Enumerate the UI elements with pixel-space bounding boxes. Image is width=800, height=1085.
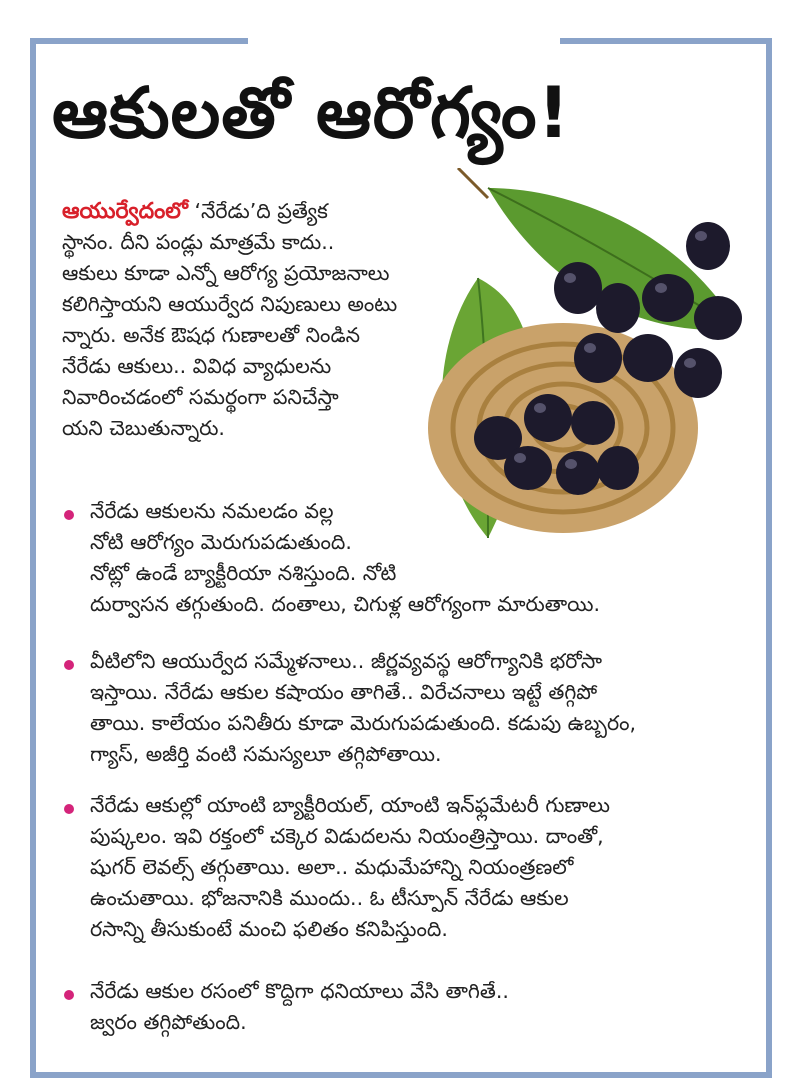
intro-line: స్థానం. దీని పండ్లు మాత్రమే కాదు.. [62, 230, 335, 254]
intro-paragraph [62, 196, 762, 444]
intro-line: యని చెబుతున్నారు. [62, 416, 225, 440]
bullet-item-2: వీటిలోని ఆయుర్వేద సమ్మేళనాలు.. జీర్ణవ్యవస్థ ఆరోగ్యానికి భరోసా ఇస్తాయి. నేరేడు ఆకుల కషాయం తాగితే.. విరేచనాలు ఇట్టే తగ్గిపో తాయి. కాలేయం పనితీరు కూడా మెరుగుపడుతుంది. కడుపు ఉబ్బరం, గ్యాస్, అజీర్తి వంటి సమస్యలూ తగ్గిపోతాయి. [90, 649, 637, 766]
intro-line: నేరేడు ఆకులు.. వివిధ వ్యాధులను [62, 354, 332, 378]
frame-top-left [30, 38, 248, 44]
intro-line: నివారించడంలో సమర్థంగా పనిచేస్తా [62, 385, 339, 409]
intro-line: ఆయుర్వేదంలో ‘నేరేడు’ది ప్రత్యేక [62, 199, 328, 224]
bullet-item-3: నేరేడు ఆకుల్లో యాంటి బ్యాక్టీరియల్, యాంటి ఇన్‌ఫ్లమేటరీ గుణాలు పుష్కలం. ఇవి రక్తంలో చక్కెర విడుదలను నియంత్రిస్తాయి. దాంతో, షుగర్ లెవల్స్ తగ్గుతాయి. అలా.. మధుమేహాన్ని నియంత్రణలో ఉంచుతాయి. భోజనానికి ముందు.. ఓ టీస్పూన్ నేరేడు ఆకుల రసాన్ని తీసుకుంటే మంచి ఫలితం కనిపిస్తుంది. [90, 793, 610, 941]
intro-line: న్నారు. అనేక ఔషధ గుణాలతో నిండిన [62, 323, 361, 347]
intro-lead: ఆయుర్వేదంలో [62, 199, 188, 224]
headline: ఆకులతో ఆరోగ్యం! [52, 72, 571, 154]
bullet-dot [64, 990, 74, 1000]
frame-top-right [560, 38, 772, 44]
intro-line: కలిగిస్తాయని ఆయుర్వేద నిపుణులు అంటు [62, 292, 398, 316]
intro-line: ఆకులు కూడా ఎన్నో ఆరోగ్య ప్రయోజనాలు [62, 261, 390, 285]
bullet-dot [64, 660, 74, 670]
bullet-item-1: నేరేడు ఆకులను నమలడం వల్ల నోటి ఆరోగ్యం మెరుగుపడుతుంది. నోట్లో ఉండే బ్యాక్టీరియా నశిస్తుంది. నోటి దుర్వాసన తగ్గుతుంది. దంతాలు, చిగుళ్ల ఆరోగ్యంగా మారుతాయి. [90, 499, 601, 616]
bullet-dot [64, 804, 74, 814]
bullet-dot [64, 510, 74, 520]
bullet-item-4: నేరేడు ఆకుల రసంలో కొద్దిగా ధనియాలు వేసి తాగితే.. జ్వరం తగ్గిపోతుంది. [90, 979, 509, 1034]
